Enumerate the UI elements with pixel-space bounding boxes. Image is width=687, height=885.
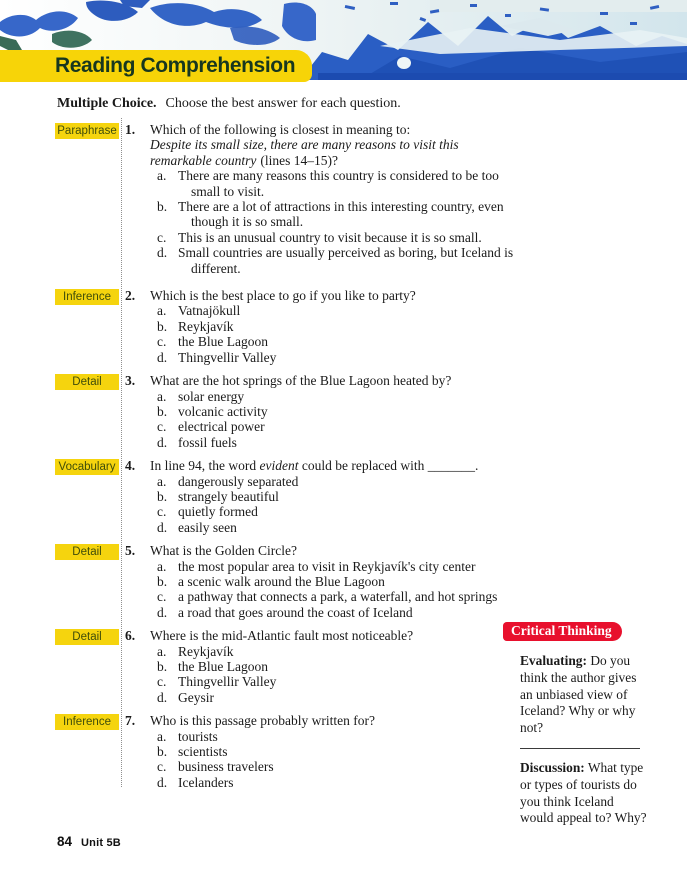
- discussion-note: Discussion: What type or types of tourists do you think Iceland would appeal to? Why?: [520, 759, 647, 826]
- option-text: the most popular area to visit in Reykjavík's city center: [178, 558, 476, 574]
- option-row: [157, 605, 525, 620]
- option-row: [157, 489, 525, 504]
- option-letter: a.: [157, 558, 167, 574]
- option-letter: d.: [157, 349, 168, 365]
- option-letter: d.: [157, 604, 168, 620]
- option-row: [157, 504, 525, 519]
- option-text: business travelers: [178, 759, 274, 775]
- skill-label: Detail: [55, 629, 119, 645]
- quoted-passage-line: [150, 137, 495, 168]
- option-letter: c.: [157, 504, 167, 520]
- question-text: 2. Which is the best place to go if you like to party?: [125, 288, 416, 304]
- skill-label: Inference: [55, 714, 119, 730]
- option-letter: b.: [157, 573, 168, 589]
- instructions-line: [57, 96, 401, 112]
- option-row: [157, 334, 525, 349]
- question-number: 4.: [125, 458, 136, 474]
- option-letter: d.: [157, 434, 168, 450]
- question-text: 6. Where is the mid-Atlantic fault most noticeable?: [125, 628, 414, 644]
- option-text: electrical power: [178, 419, 265, 435]
- option-row: [157, 303, 525, 318]
- question-number: 3.: [125, 373, 136, 389]
- option-letter: b.: [157, 199, 168, 215]
- discussion-label: Discussion:: [520, 759, 585, 775]
- instructions-text: Choose the best answer for each question.: [165, 96, 401, 111]
- option-row: [157, 589, 525, 604]
- option-letter: b.: [157, 659, 168, 674]
- option-text: dangerously separated: [178, 473, 299, 489]
- option-row: [157, 199, 525, 230]
- option-row: [157, 659, 525, 674]
- option-text: a road that goes around the coast of Iceland: [178, 604, 413, 620]
- question-text: 7. Who is this passage probably written for?: [125, 713, 375, 729]
- option-row: [157, 389, 525, 404]
- option-letter: d.: [157, 519, 168, 535]
- question-text: 5. What is the Golden Circle?: [125, 543, 297, 559]
- vocabulary-word: evident: [259, 458, 299, 474]
- option-text: strangely beautiful: [178, 488, 279, 504]
- option-row: [157, 674, 525, 689]
- option-text: easily seen: [178, 519, 237, 535]
- option-text: Icelanders: [178, 774, 234, 790]
- page-number: 84: [57, 834, 73, 849]
- quoted-passage: Despite its small size, there are many reasons to visit this remarkable country: [150, 137, 459, 168]
- option-letter: b.: [157, 318, 168, 334]
- option-letter: b.: [157, 744, 168, 760]
- option-text: Thingvellir Valley: [178, 349, 277, 365]
- option-text: Reykjavík: [178, 318, 234, 334]
- option-text: Vatnajökull: [178, 303, 241, 319]
- option-row: [157, 744, 525, 759]
- option-letter: a.: [157, 388, 167, 404]
- option-row: [157, 520, 525, 535]
- evaluating-label: Evaluating:: [520, 653, 587, 668]
- option-text: There are many reasons this country is considered to be too small to visit.: [178, 168, 499, 199]
- skill-label: Detail: [55, 544, 119, 560]
- skill-label: Vocabulary: [55, 459, 119, 475]
- question-text: 4. In line 94, the word evident could be replaced with _______.: [125, 458, 479, 474]
- page-footer: [57, 833, 121, 851]
- option-text: a pathway that connects a park, a waterfall, and hot springs: [178, 589, 498, 605]
- section-banner: [0, 50, 312, 82]
- option-row: [157, 245, 525, 276]
- option-row: [157, 775, 525, 790]
- option-text: This is an unusual country to visit because it is so small.: [178, 229, 482, 245]
- option-letter: c.: [157, 229, 167, 245]
- option-letter: a.: [157, 728, 167, 744]
- option-text: the Blue Lagoon: [178, 334, 268, 350]
- option-letter: b.: [157, 488, 168, 504]
- option-row: [157, 474, 525, 489]
- option-row: [157, 350, 525, 365]
- option-text: Reykjavík: [178, 643, 234, 659]
- question-block-2: [55, 288, 465, 365]
- question-block-1: [55, 122, 514, 276]
- question-block-6: [55, 628, 465, 705]
- question-text: 3. What are the hot springs of the Blue Lagoon heated by?: [125, 373, 452, 389]
- option-text: Thingvellir Valley: [178, 674, 277, 690]
- question-block-4: [55, 458, 479, 535]
- unit-label: Unit 5B: [81, 837, 121, 849]
- option-text: volcanic activity: [178, 403, 268, 419]
- skill-label: Inference: [55, 289, 119, 305]
- skill-label: Paraphrase: [55, 123, 119, 139]
- question-block-3: [55, 373, 465, 450]
- section-title: Reading Comprehension: [55, 54, 296, 77]
- question-number: 2.: [125, 288, 136, 304]
- option-letter: c.: [157, 674, 167, 690]
- evaluating-note: Evaluating: Do you think the author gives an unbiased view of Iceland? Why or why not?: [520, 653, 637, 736]
- option-letter: d.: [157, 774, 168, 790]
- question-block-7: [55, 713, 465, 790]
- option-letter: a.: [157, 473, 167, 489]
- option-row: [157, 559, 525, 574]
- option-letter: c.: [157, 759, 167, 775]
- skill-label: Detail: [55, 374, 119, 390]
- question-block-5: [55, 543, 498, 620]
- question-number: 6.: [125, 628, 136, 644]
- question-number: 5.: [125, 543, 136, 559]
- option-text: quietly formed: [178, 504, 258, 520]
- option-row: [157, 319, 525, 334]
- question-text: 1. Which of the following is closest in meaning to: Despite its small size, there are many reasons to visit this remarkable country (lines 14–15)?: [125, 122, 495, 168]
- questions-area: [55, 122, 514, 798]
- option-letter: a.: [157, 168, 167, 184]
- option-text: There are a lot of attractions in this interesting country, even though it is so small.: [178, 199, 504, 230]
- option-row: [157, 419, 525, 434]
- question-number: 7.: [125, 713, 136, 729]
- option-letter: c.: [157, 589, 167, 605]
- option-row: [157, 168, 525, 199]
- critical-thinking-panel: [503, 622, 663, 827]
- option-text: Geysir: [178, 689, 214, 705]
- option-text: Small countries are usually perceived as boring, but Iceland is different.: [178, 245, 514, 276]
- option-text: tourists: [178, 728, 218, 744]
- option-letter: a.: [157, 643, 167, 659]
- option-letter: d.: [157, 245, 168, 261]
- option-text: a scenic walk around the Blue Lagoon: [178, 573, 385, 589]
- option-letter: a.: [157, 303, 167, 319]
- line-reference: (lines 14–15)?: [260, 152, 338, 168]
- option-letter: b.: [157, 403, 168, 419]
- option-text: the Blue Lagoon: [178, 659, 268, 674]
- option-row: [157, 435, 525, 450]
- option-text: fossil fuels: [178, 434, 237, 450]
- option-row: [157, 729, 525, 744]
- option-text: scientists: [178, 744, 228, 760]
- option-text: solar energy: [178, 388, 245, 404]
- option-letter: c.: [157, 419, 167, 435]
- divider: [520, 748, 640, 749]
- option-row: [157, 644, 525, 659]
- option-row: [157, 230, 525, 245]
- critical-thinking-title: Critical Thinking: [503, 622, 622, 641]
- option-row: [157, 574, 525, 589]
- question-number: 1.: [125, 122, 136, 137]
- option-row: [157, 404, 525, 419]
- instructions-lead: Multiple Choice.: [57, 96, 157, 111]
- option-letter: c.: [157, 334, 167, 350]
- option-letter: d.: [157, 689, 168, 705]
- option-row: [157, 690, 525, 705]
- option-row: [157, 759, 525, 774]
